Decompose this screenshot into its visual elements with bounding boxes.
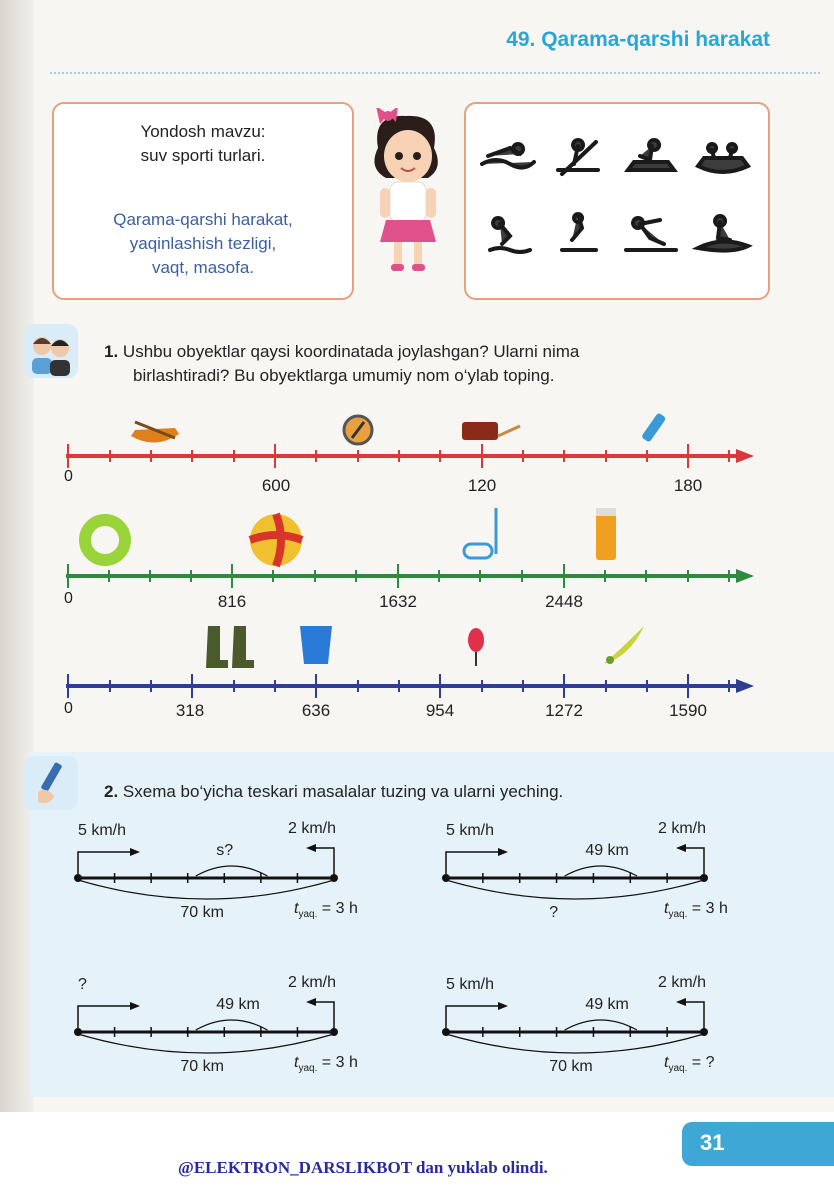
scheme-4-gap-distance: 49 km bbox=[585, 996, 629, 1013]
line-1-label-180: 180 bbox=[673, 476, 703, 495]
diving-icon bbox=[476, 210, 538, 256]
swimming-icon bbox=[476, 134, 538, 180]
line-3-label-636: 636 bbox=[301, 701, 331, 720]
key-concepts-line-1: Qarama-qarshi harakat, bbox=[113, 210, 293, 229]
key-concepts bbox=[54, 208, 352, 280]
lesson-title: 49. Qarama-qarshi harakat bbox=[506, 28, 770, 51]
task-1-number: 1. bbox=[104, 342, 119, 361]
line-3-label-1272: 1272 bbox=[545, 701, 583, 720]
scheme-4-left-speed: 5 km/h bbox=[446, 976, 495, 993]
scheme-4-time-symbol: t bbox=[664, 1054, 669, 1071]
rafting-icon bbox=[692, 134, 754, 180]
scheme-1-time-symbol: t bbox=[294, 900, 299, 917]
scheme-4-time-value: = ? bbox=[687, 1054, 715, 1071]
related-topic-line-2: suv sporti turlari. bbox=[140, 146, 266, 165]
task-2-text: Sxema bo‘yicha teskari masalalar tuzing va ularni yeching. bbox=[122, 782, 564, 801]
line-1-zero: 0 bbox=[64, 468, 73, 485]
surfing-icon bbox=[692, 210, 754, 256]
scheme-2-time-value: = 3 h bbox=[687, 900, 728, 917]
pencil-icon bbox=[24, 756, 78, 810]
line-2-zero: 0 bbox=[64, 590, 73, 607]
scheme-1-total-distance: 70 km bbox=[180, 904, 224, 921]
scheme-2-total-distance: ? bbox=[549, 904, 559, 921]
scheme-labels bbox=[0, 810, 834, 1100]
scheme-4-time-subscript: yaq. bbox=[668, 1063, 688, 1075]
scheme-4-right-speed: 2 km/h bbox=[658, 974, 707, 991]
line-3-label-318: 318 bbox=[175, 701, 205, 720]
scheme-3-meeting-time bbox=[294, 1054, 358, 1074]
scheme-2-left-speed: 5 km/h bbox=[446, 822, 495, 839]
line-3-label-954: 954 bbox=[425, 701, 455, 720]
task-2-number: 2. bbox=[104, 782, 119, 801]
scheme-1-meeting-time bbox=[294, 900, 358, 920]
line-2-label-816: 816 bbox=[217, 592, 247, 611]
scheme-3-total-distance: 70 km bbox=[180, 1058, 224, 1075]
scheme-1-time-subscript: yaq. bbox=[298, 909, 318, 921]
scheme-1-gap-distance: s? bbox=[216, 842, 234, 859]
high-diving-icon bbox=[548, 210, 610, 256]
water-skiing-icon bbox=[620, 210, 682, 256]
scheme-3-right-speed: 2 km/h bbox=[288, 974, 337, 991]
key-concepts-line-3: vaqt, masofa. bbox=[151, 258, 255, 277]
scheme-1-right-speed: 2 km/h bbox=[288, 820, 337, 837]
header-divider bbox=[50, 72, 820, 74]
line-3-label-1590: 1590 bbox=[669, 701, 707, 720]
task-1-line-2: birlashtiradi? Bu obyektlarga umumiy nom o‘ylab toping. bbox=[133, 366, 555, 385]
scheme-2-meeting-time bbox=[664, 900, 728, 920]
scheme-2-gap-distance: 49 km bbox=[585, 842, 629, 859]
line-3-zero: 0 bbox=[64, 700, 73, 717]
scheme-4-total-distance: 70 km bbox=[549, 1058, 593, 1075]
page-number: 31 bbox=[700, 1130, 725, 1155]
task-1-line-1: Ushbu obyektlar qaysi koordinatada joylashgan? Ularni nima bbox=[122, 342, 580, 361]
scheme-3-left-speed: ? bbox=[78, 976, 87, 993]
scheme-2-right-speed: 2 km/h bbox=[658, 820, 707, 837]
number-line-labels bbox=[0, 400, 834, 730]
scheme-3-time-value: = 3 h bbox=[317, 1054, 358, 1071]
discussion-icon bbox=[24, 324, 78, 378]
scheme-1-left-speed: 5 km/h bbox=[78, 822, 127, 839]
scheme-2-time-symbol: t bbox=[664, 900, 669, 917]
related-topic-line-1: Yondosh mavzu: bbox=[140, 122, 266, 141]
task-2-question bbox=[104, 780, 804, 804]
scheme-3-gap-distance: 49 km bbox=[216, 996, 260, 1013]
scheme-4-meeting-time bbox=[664, 1054, 715, 1074]
line-1-label-600: 600 bbox=[261, 476, 291, 495]
scheme-3-time-symbol: t bbox=[294, 1054, 299, 1071]
water-sports-box bbox=[464, 102, 770, 300]
scheme-1-time-value: = 3 h bbox=[317, 900, 358, 917]
key-concepts-line-2: yaqinlashish tezligi, bbox=[129, 234, 277, 253]
scheme-2-time-subscript: yaq. bbox=[668, 909, 688, 921]
related-topic bbox=[54, 120, 352, 168]
girl-illustration bbox=[358, 108, 454, 278]
jet-ski-icon bbox=[620, 134, 682, 180]
topic-box bbox=[52, 102, 354, 300]
line-2-label-1632: 1632 bbox=[379, 592, 417, 611]
line-1-label-120: 120 bbox=[467, 476, 497, 495]
kayaking-icon bbox=[548, 134, 610, 180]
task-1-question bbox=[104, 340, 804, 388]
line-2-label-2448: 2448 bbox=[545, 592, 583, 611]
download-credit: @ELEKTRON_DARSLIKBOT dan yuklab olindi. bbox=[178, 1158, 548, 1177]
scheme-3-time-subscript: yaq. bbox=[298, 1063, 318, 1075]
